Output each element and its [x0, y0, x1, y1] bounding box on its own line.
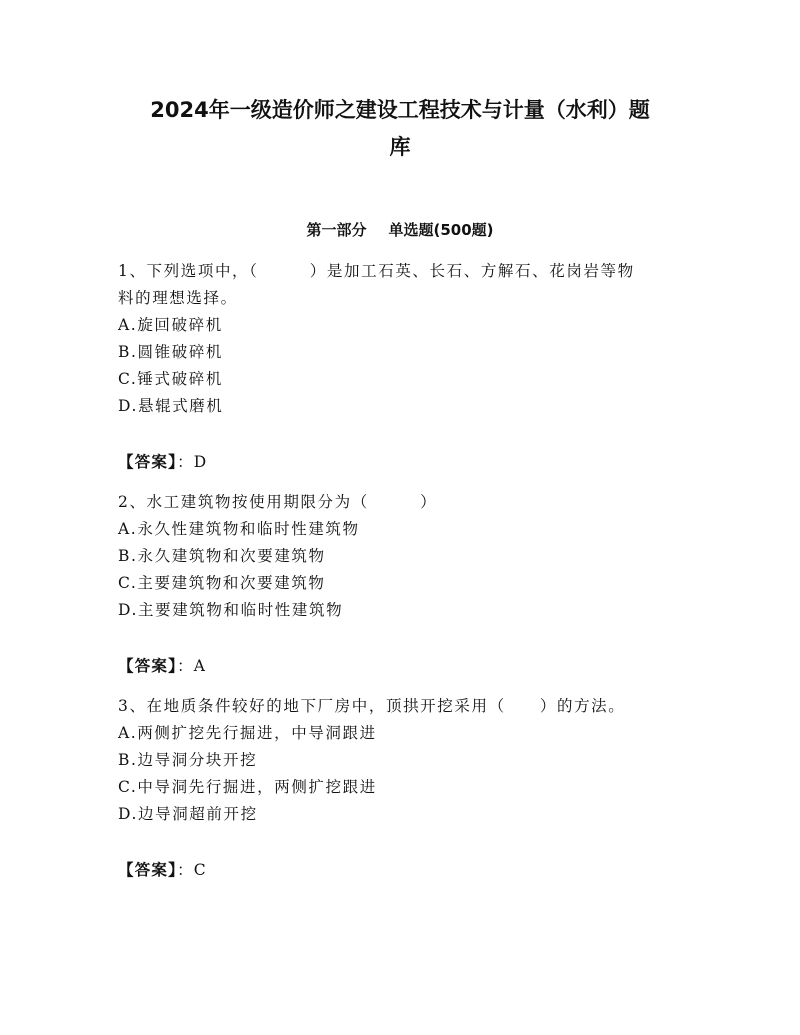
question-1-stem-line2: 料的理想选择。	[118, 289, 238, 307]
document-title-line2: 库	[389, 135, 411, 159]
question-1-option-d: D.悬辊式磨机	[118, 397, 224, 415]
section-title: 第一部分	[306, 221, 367, 239]
question-1-option-b: B.圆锥破碎机	[118, 343, 224, 361]
question-3-option-a: A.两侧扩挖先行掘进，中导洞跟进	[118, 724, 377, 742]
question-1-answer	[118, 450, 207, 474]
question-2-answer	[118, 654, 206, 678]
question-1-option-c: C.锤式破碎机	[118, 370, 223, 388]
answer-value: ：D	[177, 453, 208, 471]
question-3-option-b: B.边导洞分块开挖	[118, 751, 258, 769]
question-3-option-c: C.中导洞先行掘进，两侧扩挖跟进	[118, 778, 377, 796]
question-2-option-d: D.主要建筑物和临时性建筑物	[118, 601, 344, 619]
question-1-stem-line1: 1、下列选项中，（ ）是加工石英、长石、方解石、花岗岩等物	[118, 262, 635, 280]
question-3-stem-line1: 3、在地质条件较好的地下厂房中，顶拱开挖采用（ ）的方法。	[118, 697, 626, 715]
answer-label: 【答案】	[118, 657, 178, 675]
section-heading	[0, 218, 800, 242]
question-2-option-b: B.永久建筑物和次要建筑物	[118, 547, 326, 565]
answer-label: 【答案】	[118, 861, 178, 879]
question-2-stem-line1: 2、水工建筑物按使用期限分为（ ）	[118, 493, 438, 511]
question-3-answer	[118, 858, 207, 882]
document-title-line1: 2024年一级造价师之建设工程技术与计量（水利）题	[150, 98, 650, 122]
answer-value: ：C	[177, 861, 207, 879]
question-1-option-a: A.旋回破碎机	[118, 316, 223, 334]
question-2-option-a: A.永久性建筑物和临时性建筑物	[118, 520, 360, 538]
question-2-option-c: C.主要建筑物和次要建筑物	[118, 574, 326, 592]
answer-label: 【答案】	[118, 453, 178, 471]
question-3-option-d: D.边导洞超前开挖	[118, 805, 258, 823]
answer-value: ：A	[177, 657, 207, 675]
section-subtitle: 单选题(500题)	[388, 221, 494, 239]
